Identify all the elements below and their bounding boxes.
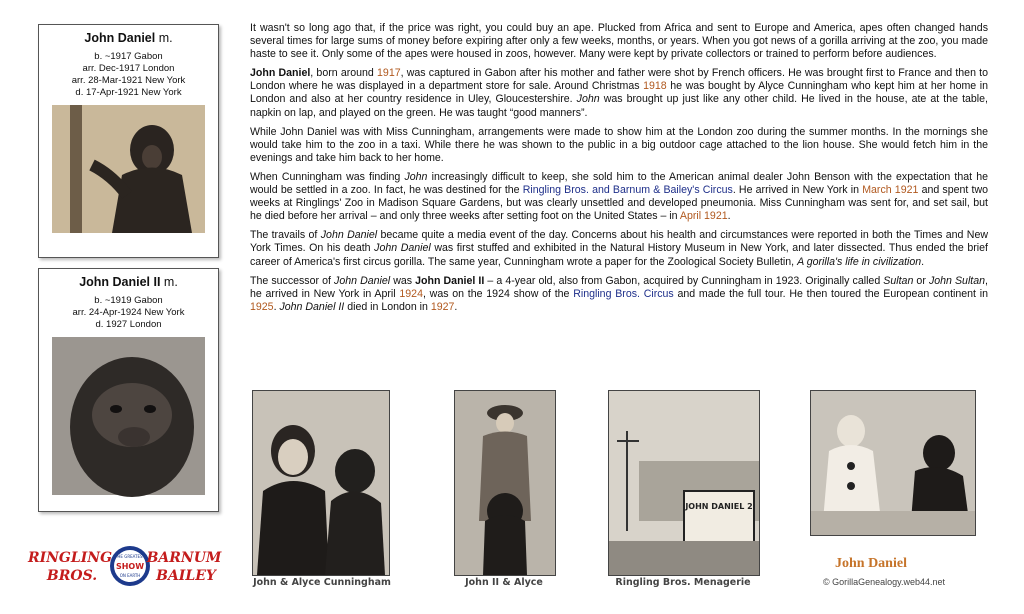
site-credit[interactable]: © GorillaGenealogy.web44.net (823, 577, 946, 587)
year-link[interactable]: 1918 (643, 80, 667, 93)
year-link[interactable]: 1917 (377, 67, 401, 80)
poster-sign-text: JOHN DANIEL 2 (685, 502, 753, 511)
signature-title: John Daniel (835, 556, 907, 571)
caption-cunningham: John & Alyce Cunningham (253, 577, 391, 588)
svg-text:BAILEY: BAILEY (156, 568, 216, 584)
svg-text:SHOW: SHOW (115, 562, 145, 571)
svg-text:RINGLING: RINGLING (27, 550, 113, 566)
paragraph-intro: It wasn't so long ago that, if the price was right, you could buy an ape. Plucked from Africa and sent to Europe and America, apes often changed hands several times for large sums of money before expiring after only a few weeks, months, or years. When you got news of a gorilla arriving at the zoo, you made haste to see it. Only some of the apes were housed in zoos, however. Many were kept by private collectors or trained to perform before audiences. (250, 22, 988, 61)
portrait-john-daniel-ii (52, 337, 205, 495)
caption-menagerie: Ringling Bros. Menagerie (615, 577, 751, 588)
year-link[interactable]: 1925 (250, 300, 274, 313)
card-title: John Daniel m. (84, 31, 173, 45)
year-link[interactable]: 1927 (430, 300, 455, 313)
portrait-john-daniel (52, 105, 205, 233)
paragraph-new-york: When Cunningham was finding John increasingly difficult to keep, she sold him to the American animal dealer John Benson with the expectation that he would be settled in a zoo. In fact, he was destined for the Ringling Bros. and Barnum & Bailey's Circus. He arrived in New York in March 1921 and spent two weeks at Ringlings' Zoo in Madison Square Gardens, but was clearly unsettled and developed pneumonia. Miss Cunningham was sent for, and set sail, but he died before her arrival – and only three weeks after setting foot on the United States – in April 1921. (250, 170, 988, 223)
svg-text:BROS.: BROS. (46, 568, 98, 584)
paragraph-successor: The successor of John Daniel was John Daniel II – a 4-year old, also from Gabon, acquired by Cunningham in 1923. Originally called Sultan or John Sultan, he arrived in New York in April 1924, was on the 1924 show of the Ringling Bros. Circus and made the full tour. He then toured the European continent in 1925. John Daniel II died in London in 1927. (250, 274, 988, 313)
circus-link[interactable]: Ringling Bros. Circus (573, 287, 674, 300)
photo-john-ii-and-alyce (454, 390, 556, 576)
profile-card-john-daniel-ii (38, 268, 219, 512)
year-link[interactable]: 1924 (399, 287, 423, 300)
svg-text:THE GREATEST: THE GREATEST (114, 554, 146, 559)
caption-john-ii: John II & Alyce (465, 577, 543, 588)
paragraph-john-daniel: John Daniel, born around 1917, was captured in Gabon after his mother and father were shot by French officers. He was brought first to France and then to London where he was displayed in a department store for sale. Around Christmas 1918 he was bought by Alyce Cunningham who kept him at her home in London and also at her country residence in Uley, Gloucestershire. John was brought up just like any other child. He lived in the house, ate at the table, napkin on lap, and played on the green. He was taught “good manners”. (250, 67, 988, 119)
photo-ringling-menagerie (608, 390, 760, 576)
paragraph-london-zoo: While John Daniel was with Miss Cunningham, arrangements were made to show him at the London zoo during the summer months. In the mornings she would take him to the zoo in a taxi. While there he was shown to the public in a big outdoor cage attached to the lion house. She would fetch him in the evenings and take him back to her home. (250, 125, 988, 164)
card-title: John Daniel II m. (79, 275, 178, 289)
date-link[interactable]: April 1921 (679, 210, 728, 223)
ringling-barnum-logo (27, 540, 222, 590)
profile-card-john-daniel (38, 24, 219, 258)
paragraph-media: The travails of John Daniel became quite a media event of the day. Concerns about his health and circumstances were reported in both the Times and New York Times. On his death John Daniel was first stuffed and exhibited in the Natural History Museum in New York, and later dissected. Thus ended the brief career of America's first circus gorilla. The same year, Cunningham wrote a paper for the Zoological Society Bulletin, A gorilla's life in civilization. (250, 229, 989, 268)
date-link[interactable]: March 1921 (862, 184, 919, 197)
article-body (250, 22, 988, 320)
svg-text:ON EARTH: ON EARTH (119, 573, 141, 578)
circus-link[interactable]: Ringling Bros. and Barnum & Bailey's Circus (522, 184, 733, 197)
photo-clown-and-gorilla (810, 390, 976, 536)
photo-john-and-alyce-cunningham (252, 390, 390, 576)
card-facts: b. ~1919 Gabon arr. 24-Apr-1924 New York d. 1927 London (72, 295, 185, 330)
svg-text:BARNUM: BARNUM (146, 550, 222, 566)
card-facts: b. ~1917 Gabon arr. Dec-1917 London arr. 28-Mar-1921 New York d. 17-Apr-1921 New York (71, 51, 186, 98)
